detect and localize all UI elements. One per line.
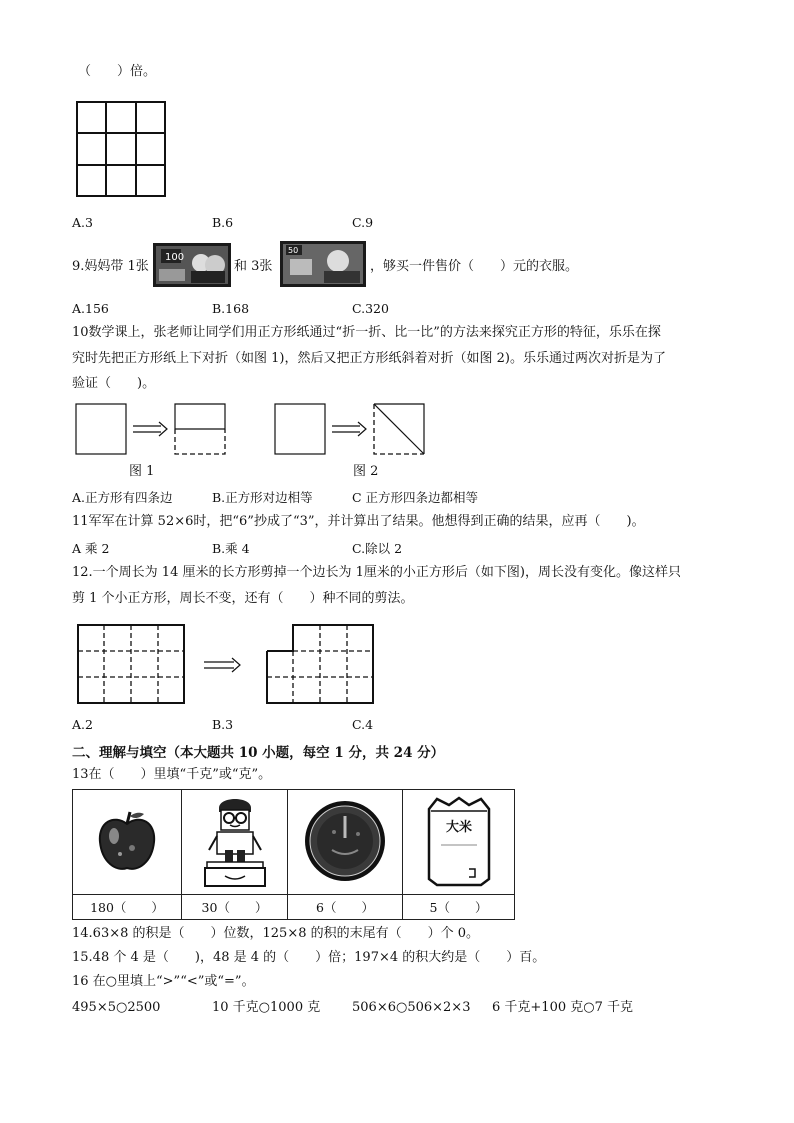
q13-table [72, 789, 515, 920]
coin-cell [288, 790, 403, 895]
q12-option-b: B.3 [212, 717, 234, 732]
q10-option-c: C 正方形四条边都相等 [352, 490, 479, 505]
q10-fig2-caption: 图 2 [353, 464, 379, 479]
q8-tail-text: （ ）倍。 [78, 64, 157, 79]
q12-line-1: 12.一个周长为 14 厘米的长方形剪掉一个边长为 1厘米的小正方形后（如下图)，周长没有变化。像这样只 [72, 565, 681, 580]
q13-cell-coin: 6（ ） [288, 895, 403, 920]
svg-text:50: 50 [288, 246, 299, 255]
q9-option-c: C.320 [352, 301, 389, 316]
q8-option-c: C.9 [352, 215, 374, 230]
q16-text: 16 在○里填上“>”“<”或“=”。 [72, 974, 255, 989]
q9-option-b: B.168 [212, 301, 250, 316]
coin-icon [302, 798, 388, 884]
q16-item-3: 506×6○506×2×3 [352, 1000, 471, 1015]
q9-text-c: ，够买一件售价（ ）元的衣服。 [370, 259, 579, 274]
q12-option-c: C.4 [352, 717, 374, 732]
q13-cell-child: 30（ ） [182, 895, 288, 920]
q11-text: 11军军在计算 52×6时，把“6”抄成了“3”，并计算出了结果。他想得到正确的结果，应再（ )。 [72, 514, 645, 529]
q8-option-b: B.6 [212, 215, 234, 230]
q10-line-1: 10数学课上，张老师让同学们用正方形纸通过“折一折、比一比”的方法来探究正方形的特征，乐乐在探 [72, 325, 661, 340]
child-on-scale-cell [182, 790, 288, 895]
q10-figure-2 [274, 403, 426, 455]
rice-bag-icon [419, 795, 499, 887]
rice-bag-cell [403, 790, 515, 895]
q10-option-a: A.正方形有四条边 [72, 490, 173, 505]
q16-item-2: 10 千克○1000 克 [212, 1000, 321, 1015]
rice-label: 大米 [445, 819, 472, 835]
q15-text: 15.48 个 4 是（ )，48 是 4 的（ ）倍；197×4 的积大约是（ ）百。 [72, 950, 546, 965]
q9-text-b: 和 3张 [234, 259, 273, 274]
q13-cell-apple: 180（ ） [73, 895, 182, 920]
q13-cell-rice: 5（ ） [403, 895, 515, 920]
q16-item-4: 6 千克+100 克○7 千克 [492, 1000, 633, 1015]
banknote-50-image [280, 241, 366, 287]
q9-option-a: A.156 [72, 301, 109, 316]
child-on-scale-icon [195, 792, 275, 890]
apple-icon [92, 806, 162, 876]
q10-line-3: 验证（ )。 [72, 376, 156, 391]
q16-item-1: 495×5○2500 [72, 1000, 161, 1015]
q14-text: 14.63×8 的积是（ ）位数，125×8 的积的末尾有（ ）个 0。 [72, 926, 480, 941]
q12-line-2: 剪 1 个小正方形，周长不变，还有（ ）种不同的剪法。 [72, 591, 414, 606]
q12-rectangle-figure [77, 624, 377, 704]
q9-text-a: 9.妈妈带 1张 [72, 259, 149, 274]
q10-line-2: 究时先把正方形纸上下对折（如图 1)，然后又把正方形纸斜着对折（如图 2)。乐乐通过两次对折是为了 [72, 351, 666, 366]
svg-text:100: 100 [165, 252, 185, 263]
q8-option-a: A.3 [72, 215, 93, 230]
section-2-heading: 二、理解与填空（本大题共 10 小题，每空 1 分，共 24 分） [72, 745, 445, 761]
q11-option-a: A 乘 2 [72, 541, 110, 556]
q11-option-c: C.除以 2 [352, 541, 403, 556]
apple-cell [73, 790, 182, 895]
q11-option-b: B.乘 4 [212, 541, 250, 556]
banknote-100-image [153, 243, 231, 287]
q8-grid-figure [76, 101, 166, 197]
q12-option-a: A.2 [72, 717, 93, 732]
q10-figure-1 [75, 403, 227, 455]
q10-fig1-caption: 图 1 [129, 464, 155, 479]
q10-option-b: B.正方形对边相等 [212, 490, 313, 505]
q13-text: 13在（ ）里填“千克”或“克”。 [72, 767, 272, 782]
